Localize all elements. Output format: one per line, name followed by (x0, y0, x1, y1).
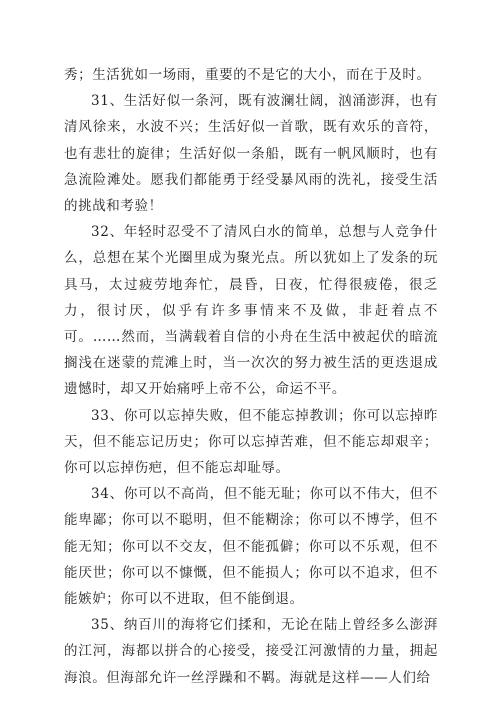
paragraph-continuation: 秀；生活犹如一场雨，重要的不是它的大小，而在于及时。 (64, 67, 431, 83)
paragraph-31: 31、生活好似一条河，既有波澜壮阔，汹涌澎湃，也有清风徐来，水波不兴；生活好似一首歌，既有欢乐的音符，也有悲壮的旋律；生活好似一条船，既有一帆风顺时，也有急流险滩处。愿我们都能勇于经受暴风雨的洗礼，接受生活的挑战和考验！ (64, 93, 438, 215)
paragraph-33: 33、你可以忘掉失败，但不能忘掉教训；你可以忘掉昨天，但不能忘记历史；你可以忘掉苦难，但不能忘却艰辛；你可以忘掉伤疤，但不能忘却耻辱。 (64, 407, 438, 477)
paragraph-32: 32、年轻时忍受不了清风白水的简单，总想与人竞争什么，总想在某个光圈里成为聚光点。所以犹如上了发条的玩具马，太过疲劳地奔忙，晨昏，日夜，忙得很疲倦，很乏力，很讨厌，似乎有许多事情来不及做，非赶着点不可。……然而，当满载着自信的小舟在生活中被起伏的暗流搁浅在迷蒙的荒滩上时，当一次次的努力被生活的更迭退成遗憾时，却又开始痛呼上帝不公，命运不平。 (64, 224, 438, 398)
paragraph-34: 34、你可以不高尚，但不能无耻；你可以不伟大，但不能卑鄙；你可以不聪明，但不能糊涂；你可以不博学，但不能无知；你可以不交友，但不能孤僻；你可以不乐观，但不能厌世；你可以不慷慨，但不能损人；你可以不追求，但不能嫉妒；你可以不进取，但不能倒退。 (64, 486, 438, 608)
document-body (64, 62, 438, 691)
paragraph-35: 35、纳百川的海将它们揉和，无论在陆上曾经多么澎湃的江河，海都以拼合的心接受，接受江河激情的力量，拥起海浪。但海部允许一丝浮躁和不羁。海就是这样——人们给 (64, 617, 438, 686)
